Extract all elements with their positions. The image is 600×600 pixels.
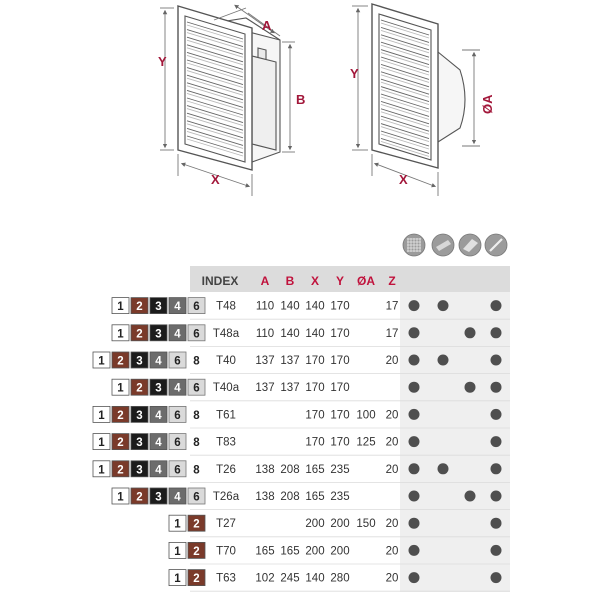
color-code: 6 — [193, 301, 200, 314]
color-swatch — [112, 434, 129, 450]
header-y: Y — [335, 274, 345, 288]
color-code: 4 — [174, 301, 181, 314]
row-index: T48a — [212, 327, 240, 340]
color-swatch — [169, 461, 186, 477]
feature-dot — [438, 463, 449, 474]
color-swatch — [169, 298, 186, 314]
color-swatch — [112, 461, 129, 477]
cell-b: 137 — [280, 355, 300, 367]
cell-b: 208 — [280, 491, 300, 503]
color-swatch — [131, 325, 148, 341]
color-code: 6 — [174, 464, 181, 477]
cell-z: 20 — [385, 436, 399, 449]
color-swatch — [188, 352, 205, 368]
feature-dot — [491, 572, 502, 583]
color-code: 4 — [155, 437, 162, 450]
feature-dot — [409, 409, 420, 420]
color-code: 8 — [193, 464, 200, 477]
header-z: Z — [388, 274, 396, 288]
screen-icon — [432, 234, 454, 256]
feature-dot — [491, 463, 502, 474]
cell-x: 165 — [305, 491, 325, 503]
mounting-plate-icon — [459, 234, 481, 256]
cell-y: 235 — [330, 491, 350, 503]
left-dim-a-label: A — [262, 18, 272, 33]
color-swatch — [188, 434, 205, 450]
color-swatch — [150, 379, 167, 395]
color-code: 2 — [117, 437, 124, 450]
row-index: T48 — [216, 300, 236, 313]
right-dim-x-label: X — [399, 172, 408, 187]
color-code: 4 — [155, 355, 162, 368]
row-index: T26a — [212, 491, 240, 503]
color-code: 1 — [98, 355, 105, 368]
color-code: 1 — [117, 328, 124, 341]
cell-y: 170 — [330, 300, 350, 313]
cell-b: 245 — [280, 572, 300, 585]
feature-dot — [465, 327, 476, 338]
color-code: 6 — [174, 437, 181, 450]
color-swatch — [93, 461, 110, 477]
cell-oa: 150 — [356, 518, 376, 531]
color-swatch — [131, 352, 148, 368]
accessory-icons — [403, 234, 507, 256]
row-index: T61 — [216, 409, 236, 422]
color-swatch — [131, 379, 148, 395]
color-code: 2 — [136, 382, 143, 395]
cell-y: 200 — [330, 518, 350, 531]
color-code: 6 — [193, 328, 200, 341]
cell-z: 20 — [385, 518, 399, 531]
cell-x: 170 — [305, 382, 325, 395]
header-index: INDEX — [201, 274, 239, 288]
cell-z: 20 — [385, 409, 399, 422]
cell-z: 20 — [385, 545, 399, 558]
header-b: B — [285, 274, 295, 288]
row-index: T26 — [216, 463, 236, 476]
color-swatch — [188, 325, 205, 341]
color-code: 8 — [193, 409, 200, 422]
right-dim-diameter-label: ØA — [480, 94, 495, 114]
color-swatch — [188, 298, 205, 314]
feature-dot — [491, 409, 502, 420]
feature-dot — [409, 491, 420, 502]
cell-a: 110 — [255, 300, 275, 313]
color-swatch — [131, 461, 148, 477]
color-swatch — [188, 542, 205, 558]
mesh-icon — [403, 234, 425, 256]
feature-dot — [409, 545, 420, 556]
cell-x: 140 — [305, 327, 325, 340]
feature-dot — [409, 518, 420, 529]
color-swatch — [169, 542, 186, 558]
cell-y: 200 — [330, 545, 350, 558]
cell-x: 140 — [305, 572, 325, 585]
color-swatch — [112, 298, 129, 314]
cell-x: 170 — [305, 436, 325, 449]
color-code: 1 — [174, 545, 181, 558]
color-code: 1 — [174, 573, 181, 586]
color-code: 2 — [193, 518, 200, 531]
color-code: 4 — [174, 328, 181, 341]
cell-z: 20 — [385, 463, 399, 476]
cell-a: 137 — [255, 355, 275, 367]
feature-dot — [438, 355, 449, 366]
color-swatch — [112, 488, 129, 504]
cell-z: 17 — [385, 300, 399, 313]
feature-dot — [409, 436, 420, 447]
cell-b: 137 — [280, 382, 300, 395]
feature-dot — [491, 382, 502, 393]
color-code: 8 — [193, 437, 200, 450]
color-swatch — [188, 379, 205, 395]
color-code: 3 — [136, 409, 143, 422]
color-code: 2 — [193, 573, 200, 586]
cell-a: 137 — [255, 382, 275, 395]
header-oa: ØA — [357, 274, 375, 288]
cell-y: 280 — [330, 572, 350, 585]
cell-a: 138 — [255, 463, 275, 476]
cell-z: 20 — [385, 572, 399, 585]
feature-dot — [491, 518, 502, 529]
left-dim-b-label: B — [296, 92, 306, 107]
color-code: 2 — [136, 491, 143, 504]
color-swatch — [169, 570, 186, 586]
color-swatch — [150, 406, 167, 422]
table-background — [190, 266, 510, 592]
feature-dot — [465, 382, 476, 393]
color-swatch — [150, 352, 167, 368]
color-code: 6 — [193, 491, 200, 504]
cell-y: 235 — [330, 463, 350, 476]
color-swatch — [131, 434, 148, 450]
color-swatch — [150, 298, 167, 314]
color-code: 3 — [155, 328, 162, 341]
color-code: 3 — [155, 491, 162, 504]
color-swatch — [188, 570, 205, 586]
color-code: 3 — [136, 355, 143, 368]
row-index: T40 — [216, 355, 236, 367]
cell-b: 140 — [280, 327, 300, 340]
color-swatch — [131, 298, 148, 314]
cell-x: 170 — [305, 355, 325, 367]
color-code: 1 — [117, 491, 124, 504]
color-swatch — [112, 352, 129, 368]
color-code: 4 — [155, 464, 162, 477]
color-swatch — [112, 379, 129, 395]
cell-x: 140 — [305, 300, 325, 313]
cell-a: 138 — [255, 491, 275, 503]
color-code: 1 — [174, 518, 181, 531]
color-code: 1 — [117, 382, 124, 395]
cell-x: 170 — [305, 409, 325, 422]
color-code: 1 — [98, 409, 105, 422]
feature-dot — [409, 572, 420, 583]
color-code: 1 — [98, 464, 105, 477]
color-swatch — [93, 406, 110, 422]
color-swatch — [112, 325, 129, 341]
color-code: 4 — [155, 409, 162, 422]
feature-dot — [491, 355, 502, 366]
feature-dot — [409, 300, 420, 311]
color-swatch — [131, 488, 148, 504]
cell-a: 110 — [255, 327, 275, 340]
cell-x: 200 — [305, 545, 325, 558]
color-swatch — [169, 379, 186, 395]
feature-dot — [491, 436, 502, 447]
color-code: 2 — [117, 355, 124, 368]
cell-b: 165 — [280, 545, 300, 558]
color-swatch — [188, 488, 205, 504]
cell-b: 140 — [280, 300, 300, 313]
feature-dot — [409, 327, 420, 338]
color-swatch — [169, 352, 186, 368]
cell-oa: 100 — [356, 409, 376, 422]
left-dim-x-label: X — [211, 172, 220, 187]
header-x: X — [310, 274, 320, 288]
color-code: 2 — [136, 301, 143, 314]
color-swatch — [150, 325, 167, 341]
color-swatch — [169, 434, 186, 450]
color-swatch — [169, 515, 186, 531]
color-code: 6 — [174, 409, 181, 422]
color-code: 3 — [136, 464, 143, 477]
cell-y: 170 — [330, 382, 350, 395]
row-index: T83 — [216, 436, 236, 449]
color-code: 2 — [136, 328, 143, 341]
cell-y: 170 — [330, 355, 350, 367]
color-code: 2 — [193, 545, 200, 558]
feature-dot — [409, 382, 420, 393]
row-index: T63 — [216, 572, 236, 585]
feature-dot — [491, 327, 502, 338]
color-code: 8 — [193, 355, 200, 368]
color-code: 2 — [117, 409, 124, 422]
color-swatch — [150, 434, 167, 450]
cell-a: 165 — [255, 545, 275, 558]
color-swatch — [188, 461, 205, 477]
cell-x: 165 — [305, 463, 325, 476]
cell-z: 20 — [385, 355, 399, 367]
color-swatch — [150, 461, 167, 477]
cell-z: 17 — [385, 327, 399, 340]
header-a: A — [260, 274, 270, 288]
feature-dot — [491, 545, 502, 556]
color-swatch — [112, 406, 129, 422]
left-dim-y-label: Y — [158, 54, 167, 69]
feature-dot — [465, 491, 476, 502]
feature-dot — [409, 355, 420, 366]
color-swatch — [169, 325, 186, 341]
cell-b: 208 — [280, 463, 300, 476]
screw-icon — [485, 234, 507, 256]
color-code: 2 — [117, 464, 124, 477]
feature-dot — [491, 300, 502, 311]
row-index: T70 — [216, 545, 236, 558]
color-swatch — [169, 406, 186, 422]
color-code: 3 — [155, 382, 162, 395]
color-swatch — [93, 434, 110, 450]
feature-dot — [409, 463, 420, 474]
color-swatch — [188, 406, 205, 422]
cell-x: 200 — [305, 518, 325, 531]
color-code: 1 — [98, 437, 105, 450]
cell-oa: 125 — [356, 436, 376, 449]
cell-y: 170 — [330, 409, 350, 422]
right-dim-y-label: Y — [350, 66, 359, 81]
cell-a: 102 — [255, 572, 275, 585]
feature-dot — [438, 300, 449, 311]
color-swatch — [150, 488, 167, 504]
row-index: T27 — [216, 518, 236, 531]
cell-y: 170 — [330, 327, 350, 340]
color-code: 6 — [174, 355, 181, 368]
color-code: 6 — [193, 382, 200, 395]
color-swatch — [188, 515, 205, 531]
color-swatch — [131, 406, 148, 422]
row-index: T40a — [212, 382, 240, 395]
color-code: 4 — [174, 382, 181, 395]
color-code: 3 — [155, 301, 162, 314]
feature-dot — [491, 491, 502, 502]
color-code: 1 — [117, 301, 124, 314]
color-swatch — [169, 488, 186, 504]
color-code: 4 — [174, 491, 181, 504]
color-code: 3 — [136, 437, 143, 450]
cell-y: 170 — [330, 436, 350, 449]
color-swatch — [93, 352, 110, 368]
